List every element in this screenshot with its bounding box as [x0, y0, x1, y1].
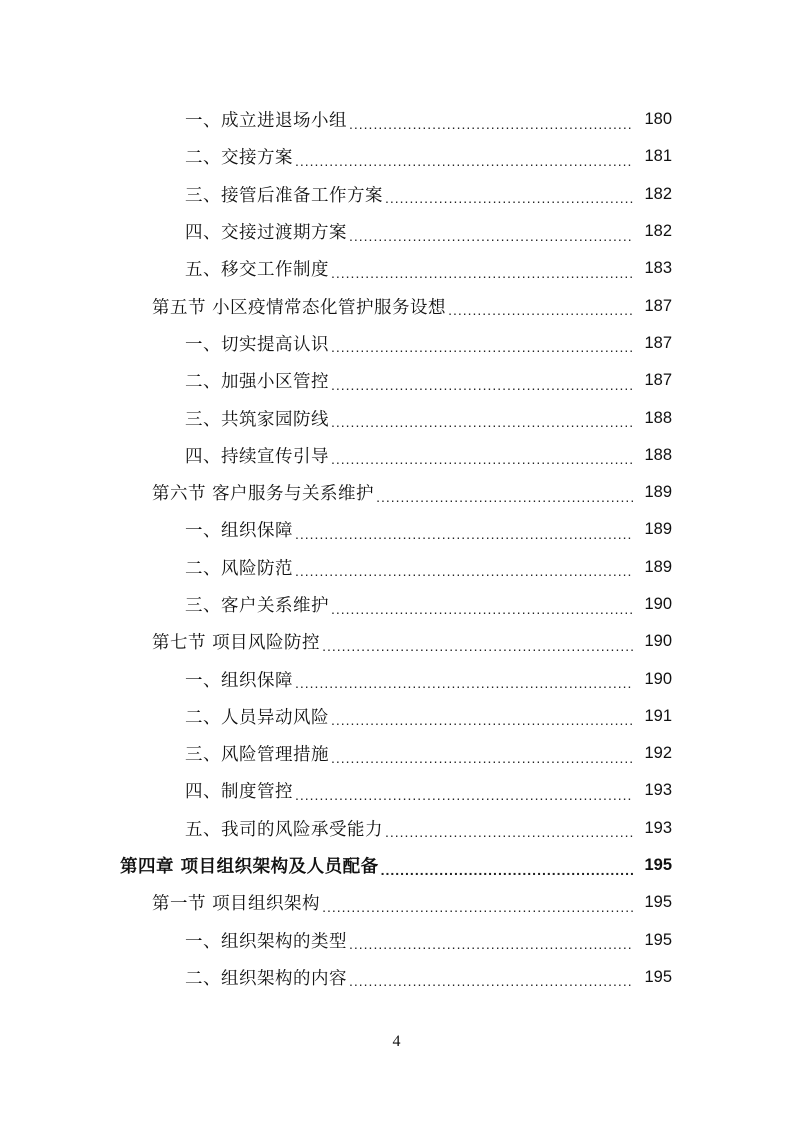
toc-entry-page: 193 — [644, 781, 672, 800]
toc-entry-page: 193 — [644, 818, 672, 837]
toc-entry[interactable] — [0, 922, 793, 959]
toc-entry-label: 四、交接过渡期方案 — [185, 223, 347, 244]
toc-entry-page: 188 — [644, 408, 672, 427]
toc-entry-label: 一、组织保障 — [185, 521, 293, 542]
toc-entry-label: 第六节 客户服务与关系维护 — [152, 484, 375, 505]
dot-leader — [331, 408, 633, 428]
dot-leader — [331, 259, 633, 279]
toc-entry-page: 187 — [644, 333, 672, 352]
toc-entry[interactable] — [0, 176, 793, 213]
toc-entry[interactable] — [0, 138, 793, 175]
toc-entry-page: 183 — [644, 259, 672, 278]
toc-entry-page: 195 — [644, 893, 672, 912]
toc-entry-label: 二、风险防范 — [185, 558, 293, 579]
toc-entry-label: 五、移交工作制度 — [185, 260, 329, 281]
dot-leader — [349, 222, 633, 242]
toc-entry-label: 三、接管后准备工作方案 — [185, 185, 383, 206]
toc-entry[interactable] — [0, 213, 793, 250]
toc-entry-page: 189 — [644, 557, 672, 576]
dot-leader — [448, 296, 633, 316]
dot-leader — [385, 818, 633, 838]
toc-entry[interactable] — [0, 660, 793, 697]
toc-chapter-label: 第四章 项目组织架构及人员配备 — [120, 857, 379, 878]
dot-leader — [331, 706, 633, 726]
toc-entry[interactable] — [0, 735, 793, 772]
toc-section-entry[interactable] — [0, 623, 793, 660]
toc-entry-label: 三、风险管理措施 — [185, 745, 329, 766]
dot-leader — [295, 557, 633, 577]
toc-entry-label: 第一节 项目组织架构 — [152, 894, 321, 915]
toc-entry-label: 五、我司的风险承受能力 — [185, 819, 383, 840]
toc-entry[interactable] — [0, 549, 793, 586]
toc-entry-label: 三、客户关系维护 — [185, 596, 329, 616]
page-number: 4 — [392, 1033, 401, 1050]
toc-entry-page: 192 — [644, 744, 672, 763]
dot-leader — [376, 483, 633, 503]
toc-entry-label: 二、加强小区管控 — [185, 372, 329, 393]
dot-leader — [295, 147, 633, 167]
toc-entry-page: 195 — [644, 967, 672, 986]
dot-leader — [331, 333, 633, 353]
dot-leader — [295, 669, 633, 689]
dot-leader — [349, 967, 633, 987]
toc-entry-page: 191 — [644, 706, 672, 725]
toc-entry[interactable] — [0, 586, 793, 623]
toc-entry-label: 第七节 项目风险防控 — [152, 633, 321, 654]
toc-entry-page: 188 — [644, 445, 672, 464]
toc-entry-page: 181 — [644, 147, 672, 166]
dot-leader — [385, 184, 633, 204]
toc-entry[interactable] — [0, 399, 793, 436]
dot-leader — [331, 595, 633, 615]
toc-entry-page: 195 — [644, 856, 672, 875]
dot-leader — [331, 371, 633, 391]
toc-entry[interactable] — [0, 772, 793, 809]
dot-leader — [322, 632, 633, 652]
toc-entry[interactable] — [0, 698, 793, 735]
dot-leader — [331, 744, 633, 764]
toc-entry-label: 四、制度管控 — [185, 782, 293, 803]
dot-leader — [349, 110, 633, 130]
toc-entry-page: 180 — [644, 110, 672, 129]
toc-entry-page: 182 — [644, 222, 672, 241]
toc-entry-page: 187 — [644, 371, 672, 390]
toc-entry[interactable] — [0, 101, 793, 138]
toc-entry[interactable] — [0, 810, 793, 847]
toc-entry-label: 四、持续宣传引导 — [185, 446, 329, 467]
toc-entry-label: 第五节 小区疫情常态化管护服务设想 — [152, 297, 447, 318]
toc-entry[interactable] — [0, 362, 793, 399]
toc-entry-page: 182 — [644, 184, 672, 203]
toc-entry-page: 189 — [644, 483, 672, 502]
toc-entry-label: 一、组织保障 — [185, 670, 293, 691]
toc-entry-label: 二、组织架构的内容 — [185, 968, 347, 989]
dot-leader — [295, 781, 633, 801]
toc-entry[interactable] — [0, 511, 793, 548]
toc-entry-page: 190 — [644, 595, 672, 613]
toc-entry[interactable] — [0, 437, 793, 474]
toc-entry-label: 二、交接方案 — [185, 148, 293, 169]
toc-entry-page: 187 — [644, 296, 672, 315]
toc-entry-page: 189 — [644, 520, 672, 539]
table-of-contents — [0, 101, 793, 996]
dot-leader — [295, 520, 633, 540]
toc-section-entry[interactable] — [0, 287, 793, 324]
toc-entry-page: 190 — [644, 669, 672, 688]
toc-entry-label: 一、组织架构的类型 — [185, 931, 347, 952]
dot-leader — [381, 856, 633, 876]
dot-leader — [322, 893, 633, 913]
toc-entry-page: 190 — [644, 632, 672, 651]
toc-entry-label: 一、切实提高认识 — [185, 334, 329, 355]
toc-entry-page: 195 — [644, 930, 672, 949]
toc-entry[interactable] — [0, 959, 793, 996]
toc-section-entry[interactable] — [0, 474, 793, 511]
toc-entry[interactable] — [0, 325, 793, 362]
toc-entry-label: 一、成立进退场小组 — [185, 111, 347, 132]
dot-leader — [331, 445, 633, 465]
dot-leader — [349, 930, 633, 950]
toc-entry-label: 二、人员异动风险 — [185, 707, 329, 728]
toc-chapter-entry[interactable] — [0, 847, 793, 884]
toc-entry[interactable] — [0, 250, 793, 287]
toc-section-entry[interactable] — [0, 884, 793, 921]
toc-entry-label: 三、共筑家园防线 — [185, 409, 329, 430]
